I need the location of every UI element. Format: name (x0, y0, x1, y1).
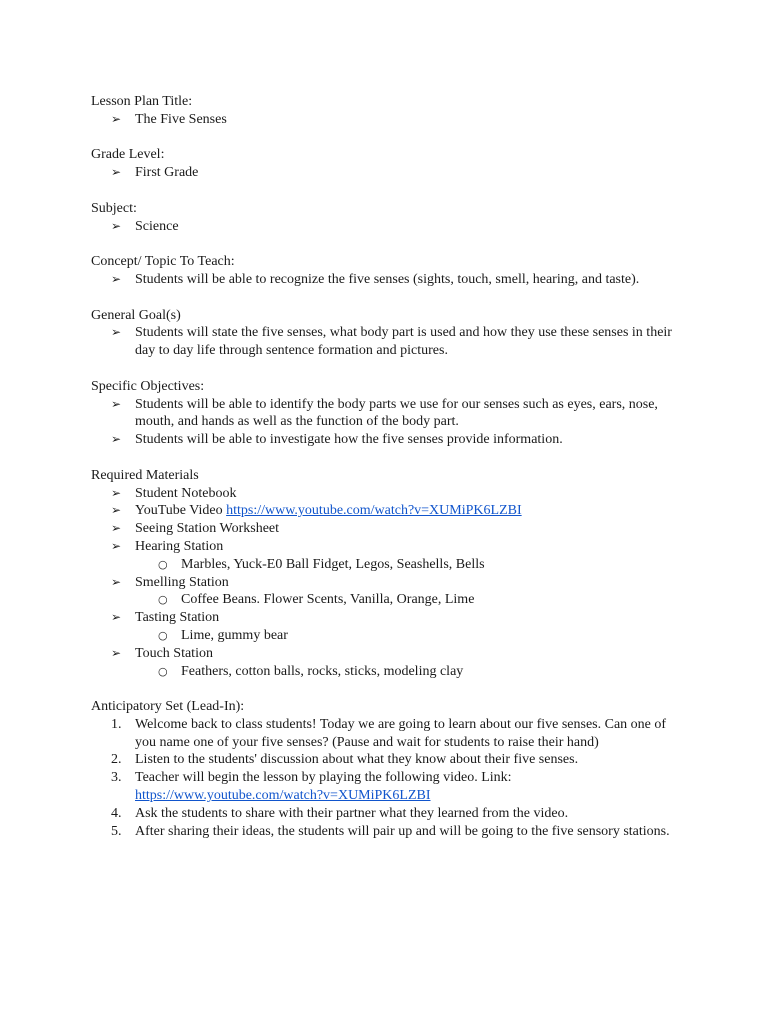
heading-required-materials: Required Materials (91, 467, 199, 483)
arrow-bullet-icon: ➢ (111, 432, 122, 447)
step-number: 3. (111, 770, 122, 786)
arrow-bullet-icon: ➢ (111, 645, 122, 660)
heading-general-goals: General Goal(s) (91, 307, 181, 323)
heading-specific-objectives: Specific Objectives: (91, 378, 205, 394)
list-item: ➢ First Grade (111, 165, 199, 181)
arrow-bullet-icon: ➢ (111, 396, 122, 411)
list-item: ➢ Students will state the five senses, what body part is used and how they use these senses in their day to day life through sentence formation and pictures. (111, 325, 672, 359)
step-number: 5. (111, 823, 122, 839)
numbered-step: 2. Listen to the students' discussion about what they know about their five senses. (111, 752, 579, 768)
list-item: ➢ Hearing Station (111, 538, 224, 554)
arrow-bullet-icon: ➢ (111, 165, 122, 180)
step-number: 2. (111, 752, 122, 768)
circle-bullet-icon: ○ (158, 557, 168, 571)
arrow-bullet-icon: ➢ (111, 485, 122, 500)
section-subject (91, 200, 681, 236)
section-required-materials (91, 467, 681, 681)
section-lesson-title (91, 93, 681, 129)
heading-concept: Concept/ Topic To Teach: (91, 254, 235, 270)
list-item: ➢ Seeing Station Worksheet (111, 521, 280, 537)
list-item: ➢ Students will be able to investigate how the five senses provide information. (111, 432, 563, 448)
list-item: ➢ The Five Senses (111, 111, 227, 127)
list-item: ➢ Students will be able to identify the body parts we use for our senses such as eyes, ears, nose, mouth, and hands as well as the function of the body part. (111, 396, 658, 430)
list-item: ➢ Tasting Station (111, 610, 220, 626)
heading-grade-level: Grade Level: (91, 147, 165, 163)
youtube-video-link[interactable]: https://www.youtube.com/watch?v=XUMiPK6LZBI (226, 503, 522, 519)
numbered-step: 4. Ask the students to share with their partner what they learned from the video. (111, 805, 569, 821)
heading-lesson-title: Lesson Plan Title: (91, 94, 193, 109)
list-item: ➢ Science (111, 218, 179, 234)
list-item: ➢ Students will be able to recognize the five senses (sights, touch, smell, hearing, and taste). (111, 271, 640, 287)
numbered-step: 1. Welcome back to class students! Today we are going to learn about our five senses. Can one of you name one of your five senses? (Pause and wait for students to raise their hand) (111, 716, 667, 750)
section-grade-level (91, 146, 681, 182)
list-item: ➢ Smelling Station (111, 574, 229, 590)
arrow-bullet-icon: ➢ (111, 521, 122, 536)
step-number: 1. (111, 716, 122, 732)
numbered-step: 5. After sharing their ideas, the students will pair up and will be going to the five sensory stations. (111, 823, 670, 839)
arrow-bullet-icon: ➢ (111, 271, 122, 286)
arrow-bullet-icon: ➢ (111, 503, 122, 518)
section-general-goals (91, 307, 681, 360)
section-specific-objectives (91, 378, 681, 449)
arrow-bullet-icon: ➢ (111, 111, 122, 126)
section-anticipatory-set (91, 698, 681, 840)
numbered-step: 3. Teacher will begin the lesson by playing the following video. Link: https://www.youtube.com/watch?v=XUMiPK6LZBI (111, 770, 512, 804)
circle-bullet-icon: ○ (158, 628, 168, 642)
arrow-bullet-icon: ➢ (111, 610, 122, 625)
sub-list-item: ○ Coffee Beans. Flower Scents, Vanilla, Orange, Lime (158, 592, 475, 608)
list-item: ➢ Student Notebook (111, 485, 237, 501)
arrow-bullet-icon: ➢ (111, 325, 122, 340)
heading-subject: Subject: (91, 200, 137, 216)
list-item: ➢ YouTube Video https://www.youtube.com/watch?v=XUMiPK6LZBI (111, 503, 522, 519)
circle-bullet-icon: ○ (158, 593, 168, 607)
arrow-bullet-icon: ➢ (111, 574, 122, 589)
step-number: 4. (111, 805, 122, 821)
sub-list-item: ○ Feathers, cotton balls, rocks, sticks, modeling clay (158, 663, 464, 679)
section-concept (91, 253, 681, 289)
lesson-plan-document (91, 93, 681, 858)
list-item: ➢ Touch Station (111, 645, 213, 661)
sub-list-item: ○ Marbles, Yuck-E0 Ball Fidget, Legos, Seashells, Bells (158, 556, 485, 572)
video-link[interactable]: https://www.youtube.com/watch?v=XUMiPK6LZBI (135, 788, 431, 804)
heading-anticipatory-set: Anticipatory Set (Lead-In): (91, 699, 245, 715)
sub-list-item: ○ Lime, gummy bear (158, 627, 288, 643)
arrow-bullet-icon: ➢ (111, 538, 122, 553)
arrow-bullet-icon: ➢ (111, 218, 122, 233)
circle-bullet-icon: ○ (158, 664, 168, 678)
